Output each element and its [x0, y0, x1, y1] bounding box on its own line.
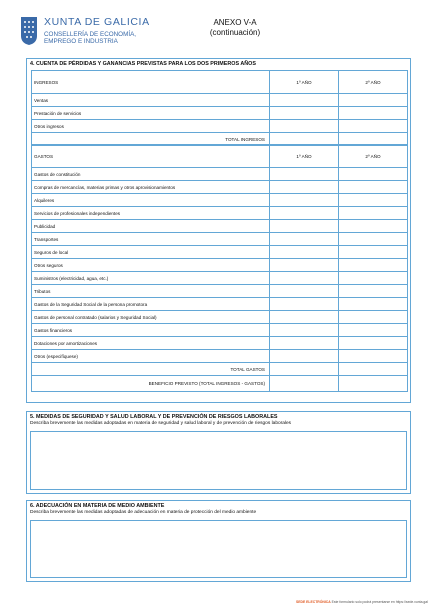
expense-item-row — [32, 285, 408, 298]
continuation-label: (continuación) — [209, 28, 261, 37]
expense-item-year1-input[interactable] — [270, 285, 339, 298]
expense-table — [31, 144, 408, 392]
expense-item-row — [32, 181, 408, 194]
year1-header: 1º AÑO — [270, 145, 339, 168]
expense-item-row — [32, 311, 408, 324]
expense-item-year1-input[interactable] — [270, 272, 339, 285]
section-6-description: Describa brevemente las medidas adoptadas de adecuación en materia de protección del medio ambiente — [30, 510, 257, 515]
expense-item-label: Gastos de la Seguridad Social de la persona promotora — [32, 298, 270, 311]
year2-header: 2º AÑO — [339, 145, 408, 168]
total-expenses-label: TOTAL GASTOS — [32, 363, 270, 376]
income-item-year2-input[interactable] — [339, 120, 408, 133]
expense-item-row — [32, 337, 408, 350]
section-occupational-safety — [26, 411, 411, 494]
expense-item-year2-input[interactable] — [339, 220, 408, 233]
expense-item-year2-input[interactable] — [339, 246, 408, 259]
expected-profit-label: BENEFICIO PREVISTO (TOTAL INGRESOS - GASTOS) — [32, 376, 270, 392]
logo-title: XUNTA DE GALICIA — [44, 16, 150, 28]
footer — [296, 600, 438, 604]
expense-item-label: Dotaciones por amortizaciones — [32, 337, 270, 350]
income-item-label: Otros ingresos — [32, 120, 270, 133]
expense-item-year2-input[interactable] — [339, 285, 408, 298]
section-environment — [26, 500, 411, 582]
income-header: INGRESOS — [32, 71, 270, 94]
document-header — [190, 18, 280, 38]
expense-item-label: Gastos de personal contratado (salarios y Seguridad Social) — [32, 311, 270, 324]
expense-item-year1-input[interactable] — [270, 168, 339, 181]
xunta-logo — [20, 14, 170, 52]
expense-item-year2-input[interactable] — [339, 233, 408, 246]
income-item-year2-input[interactable] — [339, 94, 408, 107]
income-header-row — [32, 71, 408, 94]
expense-item-year1-input[interactable] — [270, 350, 339, 363]
expense-item-row — [32, 207, 408, 220]
expense-item-year1-input[interactable] — [270, 246, 339, 259]
expense-item-label: Suministros (electricidad, agua, etc.) — [32, 272, 270, 285]
expense-item-year2-input[interactable] — [339, 298, 408, 311]
expense-item-row — [32, 194, 408, 207]
total-expenses-year1-input[interactable] — [270, 363, 339, 376]
expense-item-year1-input[interactable] — [270, 298, 339, 311]
expense-item-year2-input[interactable] — [339, 324, 408, 337]
expense-header-row — [32, 145, 408, 168]
expense-item-year2-input[interactable] — [339, 259, 408, 272]
section-4-title: 4. CUENTA DE PÉRDIDAS Y GANANCIAS PREVISTAS PARA LOS DOS PRIMEROS AÑOS — [30, 61, 256, 67]
expense-item-label: Tributos — [32, 285, 270, 298]
income-item-label: Prestación de servicios — [32, 107, 270, 120]
expense-item-year2-input[interactable] — [339, 194, 408, 207]
expense-item-label: Publicidad — [32, 220, 270, 233]
expense-header: GASTOS — [32, 145, 270, 168]
expense-item-year1-input[interactable] — [270, 259, 339, 272]
expense-item-year2-input[interactable] — [339, 181, 408, 194]
section-6-title: 6. ADECUACIÓN EN MATERIA DE MEDIO AMBIENTE — [30, 503, 165, 509]
expense-item-label: Gastos financieros — [32, 324, 270, 337]
income-item-row — [32, 94, 408, 107]
expense-item-year2-input[interactable] — [339, 337, 408, 350]
income-item-year2-input[interactable] — [339, 107, 408, 120]
expense-item-year2-input[interactable] — [339, 311, 408, 324]
expected-profit-year2-input[interactable] — [339, 376, 408, 392]
section-5-title: 5. MEDIDAS DE SEGURIDAD Y SALUD LABORAL Y DE PREVENCIÓN DE RIESGOS LABORALES — [30, 414, 278, 420]
safety-measures-textarea[interactable] — [30, 431, 407, 490]
expense-item-label: Compras de mercancías, materias primas y otros aprovisionamientos — [32, 181, 270, 194]
expense-item-label: Servicios de profesionales independientes — [32, 207, 270, 220]
expense-item-row — [32, 298, 408, 311]
income-item-year1-input[interactable] — [270, 94, 339, 107]
expense-item-year2-input[interactable] — [339, 350, 408, 363]
footer-brand: SEDE ELECTRÓNICA — [296, 600, 331, 604]
expense-item-year1-input[interactable] — [270, 233, 339, 246]
total-expenses-year2-input[interactable] — [339, 363, 408, 376]
expense-item-label: Transportes — [32, 233, 270, 246]
expense-item-year2-input[interactable] — [339, 207, 408, 220]
expense-item-label: Seguros de local — [32, 246, 270, 259]
income-item-year1-input[interactable] — [270, 107, 339, 120]
expense-item-row — [32, 350, 408, 363]
footer-note: Este formulario solo podrá presentarse en https://sede.xunta.gal — [331, 600, 428, 604]
expected-profit-year1-input[interactable] — [270, 376, 339, 392]
income-item-year1-input[interactable] — [270, 120, 339, 133]
section-profit-loss — [26, 58, 411, 403]
year1-header: 1º AÑO — [270, 71, 339, 94]
income-item-row — [32, 107, 408, 120]
expense-item-row — [32, 259, 408, 272]
expense-item-year1-input[interactable] — [270, 220, 339, 233]
expense-item-year1-input[interactable] — [270, 324, 339, 337]
income-table — [31, 70, 408, 146]
expense-item-year1-input[interactable] — [270, 337, 339, 350]
expense-item-label: Otros (especifíquese) — [32, 350, 270, 363]
total-income-label: TOTAL INGRESOS — [32, 133, 270, 146]
environment-measures-textarea[interactable] — [30, 520, 407, 578]
income-item-row — [32, 120, 408, 133]
expense-item-row — [32, 220, 408, 233]
annex-title: ANEXO V-A — [213, 18, 257, 27]
expense-item-year1-input[interactable] — [270, 194, 339, 207]
section-5-description: Describa brevemente las medidas adoptadas en materia de seguridad y salud laboral y de prevención de riesgos laborales — [30, 421, 292, 426]
expense-item-row — [32, 168, 408, 181]
expense-item-row — [32, 233, 408, 246]
expense-item-year2-input[interactable] — [339, 272, 408, 285]
total-expenses-row — [32, 363, 408, 376]
expense-item-label: Alquileres — [32, 194, 270, 207]
expense-item-year1-input[interactable] — [270, 181, 339, 194]
expense-item-row — [32, 324, 408, 337]
expense-item-row — [32, 246, 408, 259]
income-item-label: Ventas — [32, 94, 270, 107]
logo-subtitle: CONSELLERÍA DE ECONOMÍA, EMPREGO E INDUSTRIA — [44, 31, 137, 46]
expected-profit-row — [32, 376, 408, 392]
xunta-shield-icon — [20, 16, 38, 46]
expense-item-label: Gastos de constitución — [32, 168, 270, 181]
expense-item-year1-input[interactable] — [270, 207, 339, 220]
expense-item-label: Otros seguros — [32, 259, 270, 272]
expense-item-row — [32, 272, 408, 285]
year2-header: 2º AÑO — [339, 71, 408, 94]
expense-item-year2-input[interactable] — [339, 168, 408, 181]
expense-item-year1-input[interactable] — [270, 311, 339, 324]
